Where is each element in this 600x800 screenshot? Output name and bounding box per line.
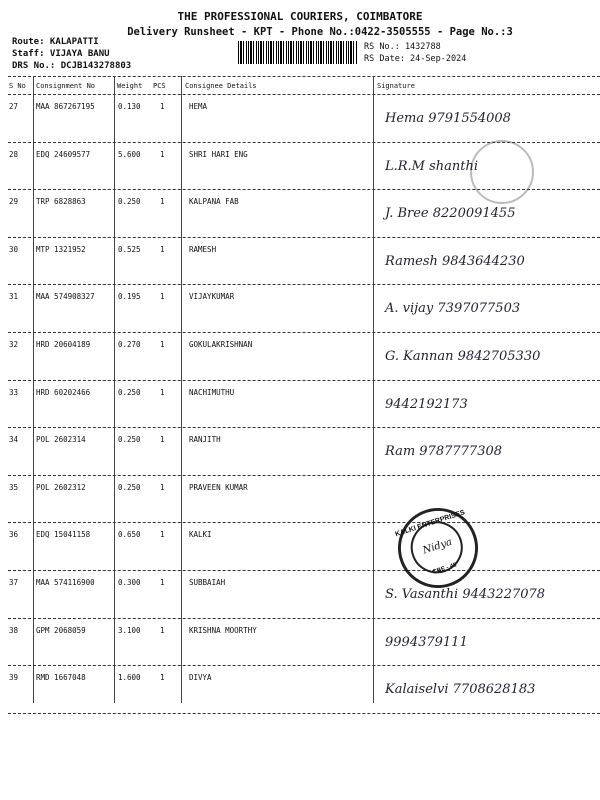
row-pcs: 1 <box>160 197 165 207</box>
row-signature: Hema 9791554008 <box>385 111 511 126</box>
row-consignee: VIJAYKUMAR <box>189 292 235 302</box>
row-signature: S. Vasanthi 9443227078 <box>385 587 546 602</box>
row-weight: 0.130 <box>118 102 141 111</box>
row-consignee: SHRI HARI ENG <box>189 149 248 159</box>
row-divider <box>8 142 600 143</box>
row-pcs: 1 <box>160 625 165 635</box>
company-title: THE PROFESSIONAL COURIERS, COIMBATORE <box>177 10 423 23</box>
row-sno: 29 <box>9 197 19 207</box>
col-divider <box>114 76 115 703</box>
row-consignment: HRD 60202466 <box>36 387 91 397</box>
row-weight: 1.600 <box>118 673 141 683</box>
row-pcs: 1 <box>160 102 165 111</box>
row-signature: Ramesh 9843644230 <box>385 253 525 269</box>
drs-label: DRS No.: DCJB143278803 <box>12 61 132 71</box>
row-divider <box>8 237 600 238</box>
row-consignee: NACHIMUTHU <box>189 387 235 397</box>
row-consignment: EDQ 24609577 <box>36 149 91 159</box>
row-signature: J. Bree 8220091455 <box>385 206 516 222</box>
sheet-line: Delivery Runsheet - KPT - Phone No.:0422-3505555 - Page No.:3 <box>127 26 513 38</box>
table-top-rule <box>8 76 600 77</box>
row-consignee: SUBBAIAH <box>189 578 226 587</box>
col-header-weight: Weight <box>117 82 143 90</box>
row-sno: 38 <box>9 625 19 635</box>
row-consignee: GOKULAKRISHNAN <box>189 340 253 349</box>
row-weight: 0.250 <box>118 197 141 207</box>
row-consignee: KALPANA FAB <box>189 197 239 207</box>
col-divider <box>181 76 182 703</box>
row-sno: 37 <box>9 578 19 587</box>
row-consignment: MTP 1321952 <box>36 244 86 254</box>
row-consignee: KRISHNA MOORTHY <box>189 625 257 635</box>
row-signature: G. Kannan 9842705330 <box>385 349 541 364</box>
row-consignee: RANJITH <box>189 435 221 445</box>
row-divider <box>8 189 600 190</box>
row-divider <box>8 284 600 285</box>
row-signature: L.R.M shanthi <box>385 158 479 174</box>
row-divider <box>8 570 600 571</box>
row-divider <box>8 380 600 381</box>
row-weight: 0.650 <box>118 530 141 540</box>
row-pcs: 1 <box>160 244 165 254</box>
seal-signature: Nidya <box>421 536 454 557</box>
row-pcs: 1 <box>160 530 165 540</box>
row-weight: 0.270 <box>118 340 141 349</box>
row-consignee: RAMESH <box>189 244 217 254</box>
row-signature: Kalaiselvi 7708628183 <box>385 682 536 698</box>
row-consignment: POL 2602314 <box>36 435 86 445</box>
row-sno: 35 <box>9 482 19 492</box>
row-pcs: 1 <box>160 149 165 159</box>
row-divider <box>8 665 600 666</box>
rs-number: RS No.: 1432788 <box>364 42 441 52</box>
row-weight: 0.250 <box>118 435 141 445</box>
col-divider <box>373 76 374 703</box>
col-header-signature: Signature <box>377 82 415 90</box>
route-label: Route: KALAPATTI <box>12 37 99 47</box>
seal-top-text: KALKI ENTERPRISES <box>394 509 466 539</box>
row-consignment: GPM 2068059 <box>36 625 86 635</box>
row-weight: 3.100 <box>118 625 141 635</box>
row-signature: Ram 9787777308 <box>385 444 503 460</box>
row-divider <box>8 713 600 714</box>
row-sno: 34 <box>9 435 19 445</box>
row-weight: 0.195 <box>118 292 141 302</box>
row-consignee: DIVYA <box>189 673 212 683</box>
row-pcs: 1 <box>160 292 165 302</box>
row-consignment: HRD 20604189 <box>36 340 91 349</box>
row-divider <box>8 475 600 476</box>
row-consignee: PRAVEEN KUMAR <box>189 482 248 492</box>
row-weight: 0.250 <box>118 482 141 492</box>
row-consignee: HEMA <box>189 102 208 111</box>
rs-date: RS Date: 24-Sep-2024 <box>364 54 467 64</box>
row-sno: 32 <box>9 340 19 349</box>
row-sno: 31 <box>9 292 19 302</box>
row-divider <box>8 522 600 523</box>
barcode <box>238 41 358 64</box>
row-signature: 9442192173 <box>385 396 468 412</box>
row-sno: 39 <box>9 673 19 683</box>
row-sno: 36 <box>9 530 19 540</box>
row-signature: A. vijay 7397077503 <box>385 301 521 317</box>
row-weight: 0.250 <box>118 387 141 397</box>
seal-bottom-text: CBE - 48 <box>432 562 458 576</box>
faint-seal <box>470 140 534 204</box>
row-pcs: 1 <box>160 340 165 349</box>
row-pcs: 1 <box>160 482 165 492</box>
staff-label: Staff: VIJAYA BANU <box>12 49 110 59</box>
row-weight: 0.300 <box>118 578 141 587</box>
row-consignment: EDQ 15041158 <box>36 530 91 540</box>
row-sno: 33 <box>9 387 19 397</box>
row-pcs: 1 <box>160 435 165 445</box>
col-header-consignee: Consignee Details <box>185 82 257 90</box>
row-consignment: RMD 1667048 <box>36 673 86 683</box>
row-weight: 0.525 <box>118 244 141 254</box>
row-sno: 30 <box>9 244 19 254</box>
row-consignment: MAA 574116900 <box>36 578 95 587</box>
col-header-sno: S No <box>9 82 26 90</box>
col-header-consignment: Consignment No <box>36 82 96 90</box>
row-consignment: MAA 867267195 <box>36 102 95 111</box>
row-consignment: POL 2602312 <box>36 482 86 492</box>
row-pcs: 1 <box>160 578 165 587</box>
col-divider <box>33 76 34 703</box>
col-header-pcs: PCS <box>153 82 166 90</box>
row-sno: 28 <box>9 149 19 159</box>
row-weight: 5.600 <box>118 149 141 159</box>
row-sno: 27 <box>9 102 19 111</box>
company-seal <box>388 498 489 599</box>
row-divider <box>8 427 600 428</box>
header-bottom-rule <box>8 94 600 95</box>
row-consignment: TRP 6828863 <box>36 197 86 207</box>
row-pcs: 1 <box>160 673 165 683</box>
row-divider <box>8 618 600 619</box>
row-signature: 9994379111 <box>385 634 468 650</box>
row-consignee: KALKI <box>189 530 212 540</box>
row-consignment: MAA 574908327 <box>36 292 95 302</box>
row-divider <box>8 332 600 333</box>
row-pcs: 1 <box>160 387 165 397</box>
